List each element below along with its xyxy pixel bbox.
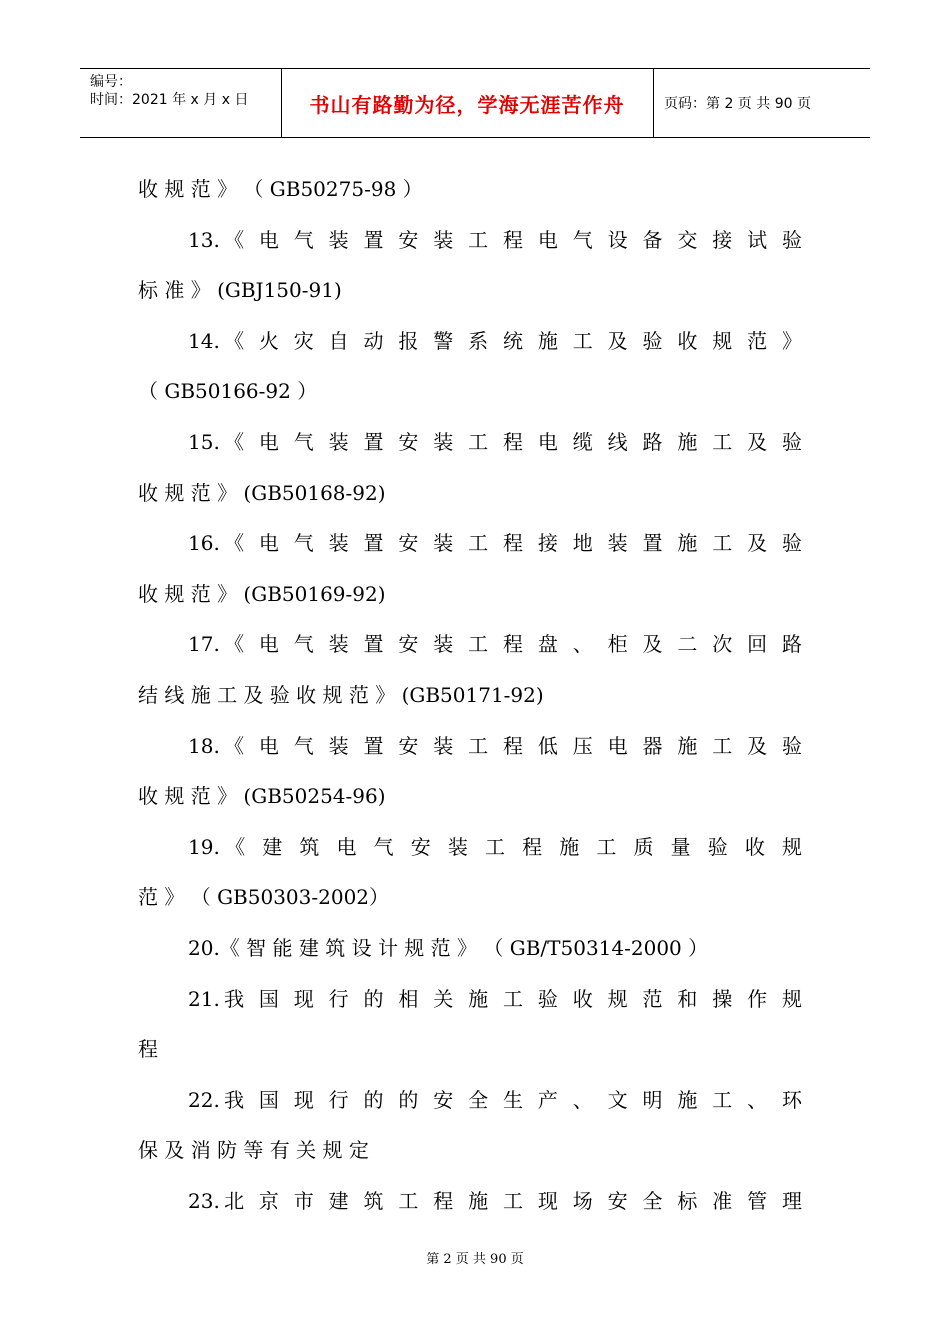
- body-line: 标 准 》 (GBJ150-91): [138, 278, 342, 303]
- body-line: 收 规 范 》 (GB50169-92): [138, 581, 386, 606]
- page-header: [80, 68, 870, 138]
- body-line: 保 及 消 防 等 有 关 规 定: [138, 1138, 369, 1163]
- header-motto: 书山有路勤为径，学海无涯苦作舟: [309, 92, 625, 117]
- body-line: 19.《 建 筑 电 气 安 装 工 程 施 工 质 量 验 收 规: [188, 834, 802, 859]
- body-line: （ GB50166-92 ）: [138, 379, 318, 404]
- body-line: 14.《 火 灾 自 动 报 警 系 统 施 工 及 验 收 规 范 》: [188, 328, 802, 353]
- header-page-info: 页码：第 2 页 共 90 页: [664, 96, 811, 112]
- body-line: 15.《 电 气 装 置 安 装 工 程 电 缆 线 路 施 工 及 验: [188, 429, 802, 454]
- body-line: 21.我 国 现 行 的 相 关 施 工 验 收 规 范 和 操 作 规: [188, 986, 802, 1011]
- body-line: 23.北 京 市 建 筑 工 程 施 工 现 场 安 全 标 准 管 理: [188, 1188, 802, 1213]
- body-line: 程: [138, 1037, 158, 1062]
- body-line: 17.《 电 气 装 置 安 装 工 程 盘 、 柜 及 二 次 回 路: [188, 632, 802, 657]
- body-line: 收 规 范 》 (GB50254-96): [138, 784, 386, 809]
- body-line: 20.《 智 能 建 筑 设 计 规 范 》 （ GB/T50314-2000 ）: [188, 935, 709, 960]
- body-line: 18.《 电 气 装 置 安 装 工 程 低 压 电 器 施 工 及 验: [188, 733, 802, 758]
- body-line: 13.《 电 气 装 置 安 装 工 程 电 气 设 备 交 接 试 验: [188, 227, 802, 252]
- document-date: 时间：2021 年 x 月 x 日: [90, 92, 249, 108]
- document-body: [138, 164, 802, 1226]
- header-motto-cell: [281, 69, 654, 137]
- body-line: 收 规 范 》 （ GB50275-98 ）: [138, 177, 423, 201]
- body-line: 22.我 国 现 行 的 的 安 全 生 产 、 文 明 施 工 、 环: [188, 1087, 802, 1112]
- body-line: 16.《 电 气 装 置 安 装 工 程 接 地 装 置 施 工 及 验: [188, 531, 802, 556]
- body-line: 范 》 （ GB50303-2002）: [138, 885, 390, 910]
- page-footer: 第 2 页 共 90 页: [426, 1252, 524, 1267]
- document-number-label: 编号：: [90, 74, 132, 90]
- header-meta: [80, 69, 282, 137]
- body-line: 收 规 范 》 (GB50168-92): [138, 480, 386, 505]
- body-line: 结 线 施 工 及 验 收 规 范 》 (GB50171-92): [138, 682, 544, 707]
